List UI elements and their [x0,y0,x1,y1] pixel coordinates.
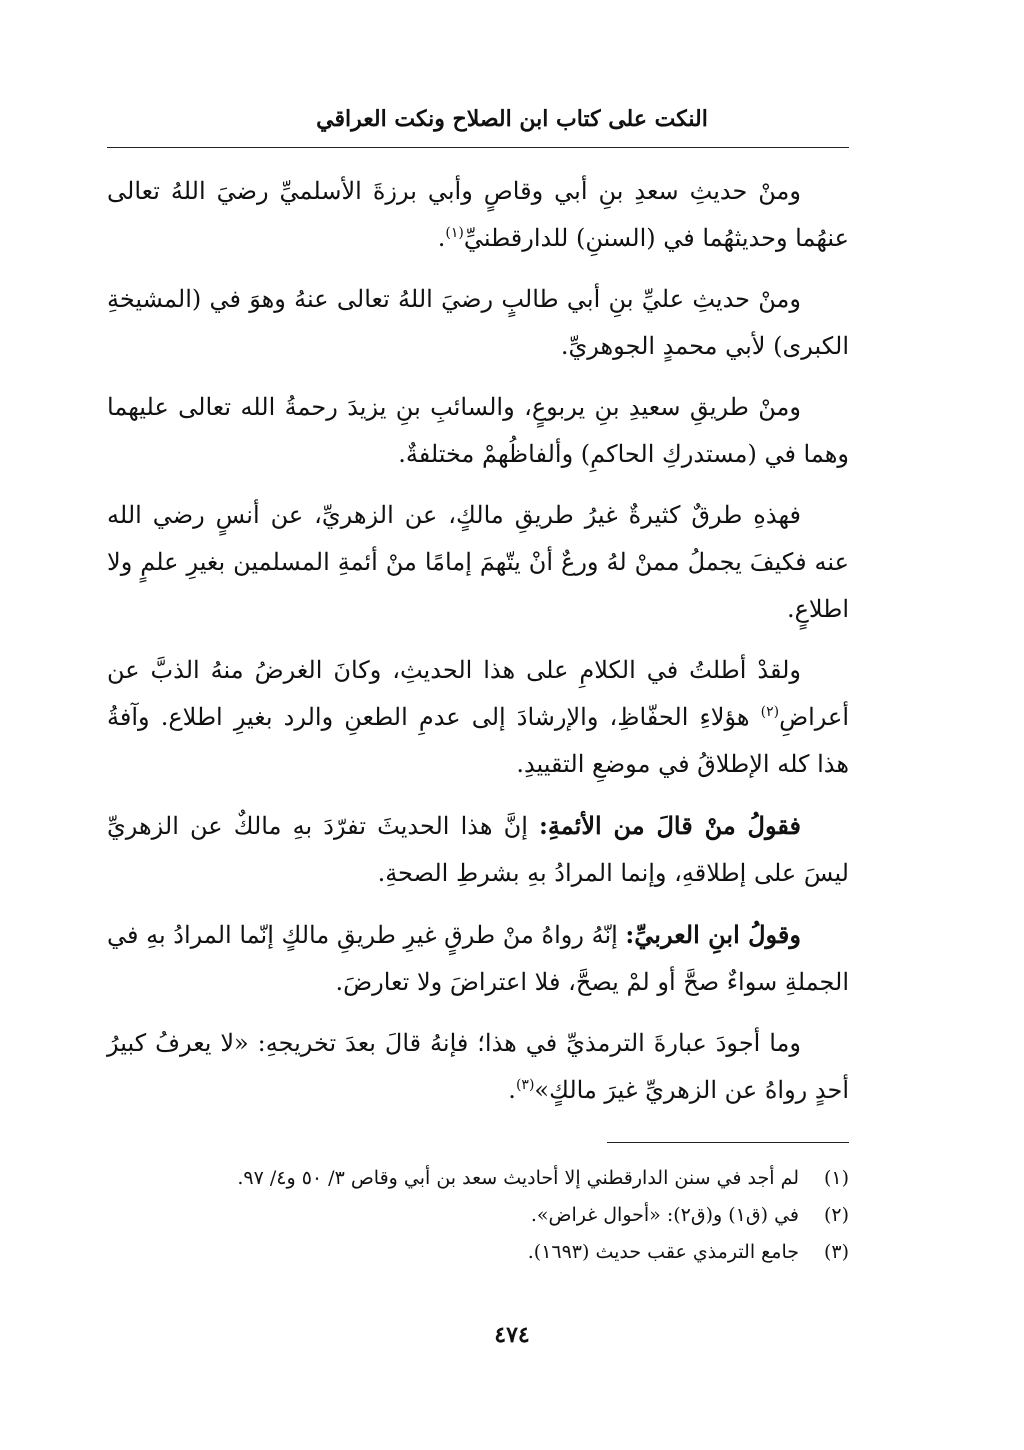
paragraph-6 [107,802,849,897]
footnote-ref-3: (٣) [515,1077,535,1093]
footnote [107,1234,849,1271]
footnote [107,1160,849,1197]
footnote [107,1197,849,1234]
header-rule [107,147,849,148]
paragraph-6-lead: فقولُ منْ قالَ من الأئمةِ: [539,811,801,840]
paragraph-2: ومنْ حديثِ عليِّ بنِ أبي طالبٍ رضيَ اللهُ تعالى عنهُ وهوَ في (المشيخةِ الكبرى) لأبي محمدٍ الجوهريِّ. [107,285,849,360]
paragraph-8-text: وما أجودَ عبارةَ الترمذيِّ في هذا؛ فإنهُ قالَ بعدَ تخريجهِ: «لا يعرفُ كبيرُ أحدٍ رواهُ عن الزهريِّ غيرَ مالكٍ» [107,1029,849,1104]
footnote-text: لم أجد في سنن الدارقطني إلا أحاديث سعد بن أبي وقاص ٣/ ٥٠ و٤/ ٩٧. [237,1167,799,1189]
paragraph-1 [107,168,849,262]
body-text [107,168,849,1128]
paragraph-5 [107,647,849,788]
paragraph-5-text-b: هؤلاءِ الحفّاظِ، والإرشادَ إلى عدمِ الطعنِ والرد بغيرِ اطلاع. وآفةُ هذا كله الإطلاقُ في موضعِ التقييدِ. [107,703,849,778]
paragraph-6-text: إنَّ هذا الحديثَ تفرّدَ بهِ مالكٌ عن الزهريِّ ليسَ على إطلاقهِ، وإنما المرادُ بهِ بشرطِ الصحةِ. [107,812,849,887]
paragraph-5-text-a: ولقدْ أطلتُ في الكلامِ على هذا الحديثِ، وكانَ الغرضُ منهُ الذبَّ عن أعراضِ [107,656,849,731]
paragraph-4: فهذهِ طرقٌ كثيرةٌ غيرُ طريقِ مالكٍ، عن الزهريِّ، عن أنسٍ رضي الله عنه فكيفَ يجملُ ممنْ لهُ ورعٌ أنْ يتّهمَ إمامًا منْ أئمةِ المسلمين بغيرِ علمٍ ولا اطلاعٍ. [107,501,849,623]
footnote-ref-2: (٢) [760,704,780,720]
footnote-number: (٣) [823,1241,849,1263]
paragraph-1-text: ومنْ حديثِ سعدِ بنِ أبي وقاصٍ وأبي برزةَ الأسلميِّ رضيَ اللهُ تعالى عنهُما وحديثهُما في (السننِ) للدارقطنيِّ [107,177,849,252]
footnote-number: (١) [823,1167,849,1189]
paragraph-8 [107,1020,849,1114]
paragraph-7-text: إنّهُ رواهُ منْ طرقٍ غيرِ طريقِ مالكٍ إنّما المرادُ بهِ في الجملةِ سواءٌ صحَّ أو لمْ يصحَّ، فلا اعتراضَ ولا تعارضَ. [106,921,849,996]
running-title: النكت على كتاب ابن الصلاح ونكت العراقي [316,106,708,132]
footnote-number: (٢) [823,1204,849,1226]
paragraph-8-end: . [508,1076,516,1104]
paragraph-7 [107,911,849,1006]
paragraph-3: ومنْ طريقِ سعيدِ بنِ يربوعٍ، والسائبِ بنِ يزيدَ رحمةُ الله تعالى عليهما وهما في (مستدركِ الحاكمِ) وألفاظُهمْ مختلفةٌ. [107,393,849,468]
footnote-text: في (ق١) و(ق٢): «أحوال غراض». [530,1204,799,1226]
paragraph-7-lead: وقولُ ابنِ العربيِّ: [625,920,801,949]
footnote-text: جامع الترمذي عقب حديث (١٦٩٣). [527,1241,799,1263]
page-number: ٤٧٤ [494,1322,530,1348]
footnote-rule [607,1142,849,1143]
footnote-ref-1: (١) [445,225,464,241]
footnotes [107,1160,849,1271]
paragraph-1-end: . [437,224,446,252]
